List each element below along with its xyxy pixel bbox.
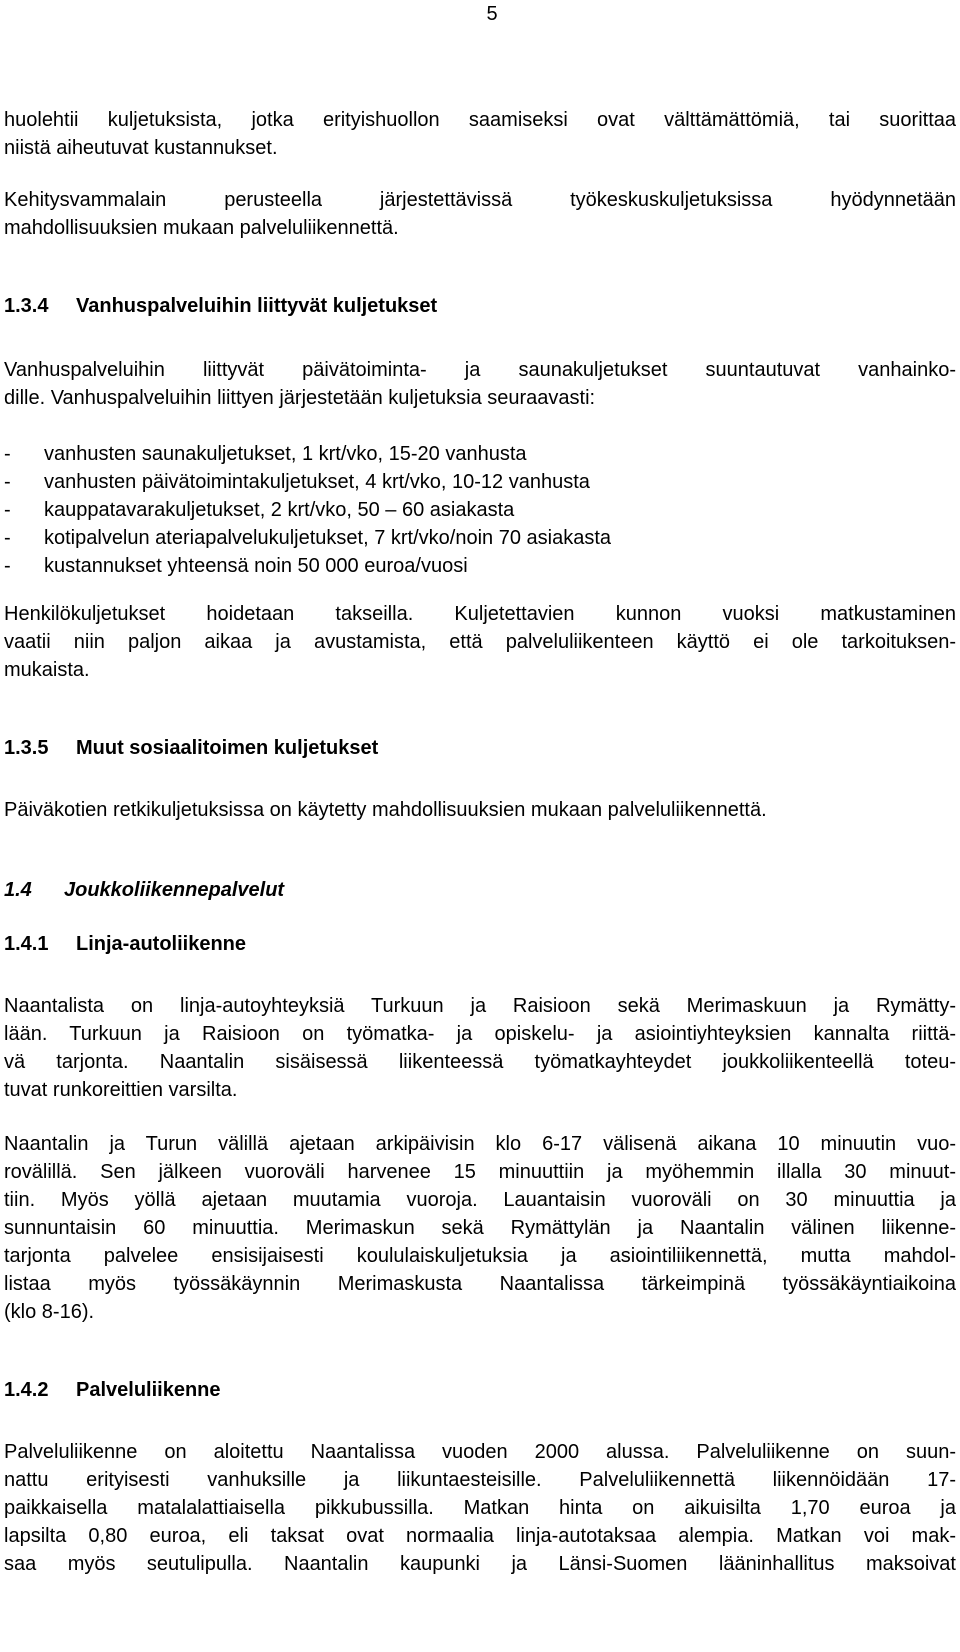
list-item-text: vanhusten päivätoimintakuljetukset, 4 krt/vko, 10-12 vanhusta bbox=[44, 471, 590, 493]
text-line: vä tarjonta. Naantalin sisäisessä liikenteessä työmatkayhteydet joukkoliikenteellä toteu- bbox=[4, 1051, 956, 1073]
text-line: Naantalin ja Turun välillä ajetaan arkipäivisin klo 6-17 välisenä aikana 10 minuutin vuo- bbox=[4, 1133, 956, 1155]
text-line: sunnuntaisin 60 minuuttia. Merimaskun sekä Rymättylän ja Naantalin välinen liikenne- bbox=[4, 1217, 956, 1239]
list-dash: - bbox=[4, 443, 11, 465]
text-line: dille. Vanhuspalveluihin liittyen järjestetään kuljetuksia seuraavasti: bbox=[4, 387, 596, 409]
heading-title: Joukkoliikennepalvelut bbox=[64, 879, 285, 901]
list-item bbox=[4, 468, 590, 496]
list-item bbox=[4, 552, 468, 580]
heading-title: Palveluliikenne bbox=[76, 1379, 221, 1401]
text-line: Henkilökuljetukset hoidetaan takseilla. Kuljetettavien kunnon vuoksi matkustaminen bbox=[4, 603, 956, 625]
list-item bbox=[4, 496, 514, 524]
list-item-text: kotipalvelun ateriapalvelukuljetukset, 7 krt/vko/noin 70 asiakasta bbox=[44, 527, 611, 549]
text-line: mukaista. bbox=[4, 659, 90, 681]
text-line: tarjonta palvelee ensisijaisesti koululaiskuljetuksia ja asiointiliikennettä, mutta mahdol- bbox=[4, 1245, 956, 1267]
section-heading-1-4-1 bbox=[4, 930, 956, 958]
text-line: Naantalista on linja-autoyhteyksiä Turkuun ja Raisioon sekä Merimaskuun ja Rymätty- bbox=[4, 995, 956, 1017]
text-line: tuvat runkoreittien varsilta. bbox=[4, 1079, 238, 1101]
list-item-text: kustannukset yhteensä noin 50 000 euroa/vuosi bbox=[44, 555, 468, 577]
list-dash: - bbox=[4, 499, 11, 521]
list-item-text: kauppatavarakuljetukset, 2 krt/vko, 50 – 60 asiakasta bbox=[44, 499, 515, 521]
text-line: nattu erityisesti vanhuksille ja liikuntaesteisille. Palveluliikennettä liikennöidään 17- bbox=[4, 1469, 956, 1491]
text-line: vaatii niin paljon aikaa ja avustamista, että palveluliikenteen käyttö ei ole tarkoituksen- bbox=[4, 631, 956, 653]
heading-number: 1.4.1 bbox=[4, 933, 49, 955]
text-line: (klo 8-16). bbox=[4, 1301, 95, 1323]
page-number: 5 bbox=[486, 3, 498, 25]
list-item bbox=[4, 524, 611, 552]
list-dash: - bbox=[4, 527, 11, 549]
text-line: lään. Turkuun ja Raisioon on työmatka- ja opiskelu- ja asiointiyhteyksien kannalta riittä- bbox=[4, 1023, 956, 1045]
section-heading-1-4-2 bbox=[4, 1376, 956, 1404]
text-line: lapsilta 0,80 euroa, eli taksat ovat normaalia linja-autotaksaa alempia. Matkan voi mak- bbox=[4, 1525, 956, 1547]
heading-number: 1.3.4 bbox=[4, 295, 49, 317]
text-line: Palveluliikenne on aloitettu Naantalissa vuoden 2000 alussa. Palveluliikenne on suun- bbox=[4, 1441, 956, 1463]
list-item bbox=[4, 440, 527, 468]
text-line: Kehitysvammalain perusteella järjestettävissä työkeskuskuljetuksissa hyödynnetään bbox=[4, 189, 956, 211]
text-line: Vanhuspalveluihin liittyvät päivätoiminta- ja saunakuljetukset suuntautuvat vanhainko- bbox=[4, 359, 956, 381]
heading-title: Muut sosiaalitoimen kuljetukset bbox=[76, 737, 379, 759]
text-line: Päiväkotien retkikuljetuksissa on käytetty mahdollisuuksien mukaan palveluliikennettä. bbox=[4, 799, 767, 821]
list-dash: - bbox=[4, 555, 11, 577]
section-heading-1-3-4 bbox=[4, 292, 956, 320]
section-heading-1-4 bbox=[4, 876, 956, 904]
text-line: huolehtii kuljetuksista, jotka erityishuollon saamiseksi ovat välttämättömiä, tai suorittaa bbox=[4, 109, 956, 131]
section-heading-1-3-5 bbox=[4, 734, 956, 762]
heading-title: Linja-autoliikenne bbox=[76, 933, 247, 955]
text-line: niistä aiheutuvat kustannukset. bbox=[4, 137, 278, 159]
text-line: mahdollisuuksien mukaan palveluliikennettä. bbox=[4, 217, 399, 239]
text-line: tiin. Myös yöllä ajetaan muutamia vuoroja. Lauantaisin vuoroväli on 30 minuuttia ja bbox=[4, 1189, 956, 1211]
heading-number: 1.4 bbox=[4, 879, 32, 901]
heading-number: 1.3.5 bbox=[4, 737, 49, 759]
heading-title: Vanhuspalveluihin liittyvät kuljetukset bbox=[76, 295, 438, 317]
text-line: saa myös seutulipulla. Naantalin kaupunki ja Länsi-Suomen lääninhallitus maksoivat bbox=[4, 1553, 956, 1575]
list-dash: - bbox=[4, 471, 11, 493]
list-item-text: vanhusten saunakuljetukset, 1 krt/vko, 15-20 vanhusta bbox=[44, 443, 527, 465]
text-line: rovälillä. Sen jälkeen vuoroväli harvenee 15 minuuttiin ja myöhemmin illalla 30 minuut- bbox=[4, 1161, 956, 1183]
text-line: listaa myös työssäkäynnin Merimaskusta Naantalissa tärkeimpinä työssäkäyntiaikoina bbox=[4, 1273, 956, 1295]
heading-number: 1.4.2 bbox=[4, 1379, 49, 1401]
text-line: paikkaisella matalalattiaisella pikkubussilla. Matkan hinta on aikuisilta 1,70 euroa ja bbox=[4, 1497, 956, 1519]
